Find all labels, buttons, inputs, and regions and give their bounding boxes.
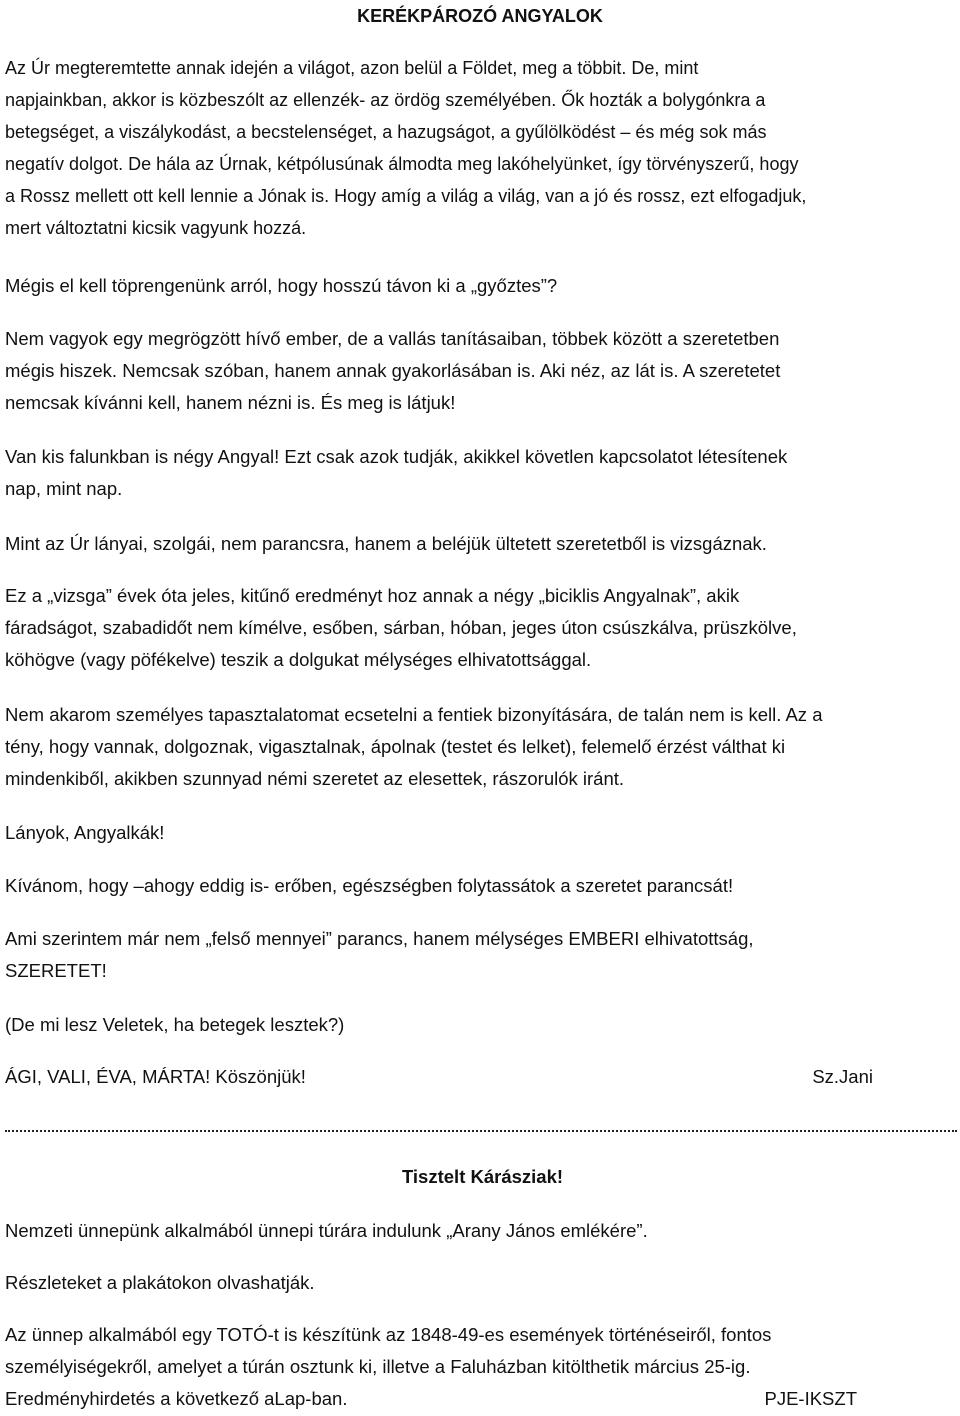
text-line: betegséget, a viszálykodást, a becstelenséget, a hazugságot, a gyűlölködést – és még sok más xyxy=(5,122,767,142)
text-line: Nem akarom személyes tapasztalatomat ecsetelni a fentiek bizonyítására, de talán nem is kell. Az a xyxy=(5,704,823,725)
text-line: személyiségekről, amelyet a túrán osztunk ki, illetve a Faluházban kitölthetik március 25-ig. xyxy=(5,1356,751,1377)
paragraph-angels xyxy=(5,441,953,505)
signature-row xyxy=(5,1061,873,1093)
paragraph-toto xyxy=(5,1319,953,1383)
text-line: fáradságot, szabadidőt nem kímélve, esőben, sárban, hóban, jeges úton csúszkálva, prüszkölve, xyxy=(5,617,797,638)
results-row xyxy=(5,1383,857,1415)
paragraph-tour: Nemzeti ünnepünk alkalmából ünnepi túrára indulunk „Arany János emlékére”. xyxy=(5,1220,648,1241)
paragraph-belief xyxy=(5,323,953,419)
results-text: Eredményhirdetés a következő aLap-ban. xyxy=(5,1388,348,1409)
paragraph-greeting: Lányok, Angyalkák! xyxy=(5,822,165,843)
paragraph-intro xyxy=(5,52,953,244)
thanks-text: ÁGI, VALI, ÉVA, MÁRTA! Köszönjük! xyxy=(5,1066,306,1087)
paragraph-question: Mégis el kell töprengenünk arról, hogy hosszú távon ki a „győztes”? xyxy=(5,275,558,296)
text-line: mégis hiszek. Nemcsak szóban, hanem annak gyakorlásában is. Aki néz, az lát is. A szeretetet xyxy=(5,360,781,381)
text-line: tény, hogy vannak, dolgoznak, vigasztalnak, ápolnak (testet és lelket), felemelő érzést válthat ki xyxy=(5,736,786,757)
text-line: a Rossz mellett ott kell lennie a Jónak is. Hogy amíg a világ a világ, van a jó és rossz, ezt elfogadjuk, xyxy=(5,186,807,206)
text-line: SZERETET! xyxy=(5,960,107,981)
paragraph-posters: Részleteket a plakátokon olvashatják. xyxy=(5,1272,315,1293)
paragraph-experience xyxy=(5,699,953,795)
text-line: napjainkban, akkor is közbeszólt az ellenzék- az ördög személyében. Ők hozták a bolygónkra a xyxy=(5,90,766,110)
text-line: Az ünnep alkalmából egy TOTÓ-t is készítünk az 1848-49-es események történéseiről, fontos xyxy=(5,1324,772,1345)
organizer-signature: PJE-IKSZT xyxy=(764,1388,857,1409)
text-line: Nem vagyok egy megrögzött hívő ember, de a vallás tanításaiban, többek között a szeretetben xyxy=(5,328,780,349)
paragraph-exam xyxy=(5,580,953,676)
paragraph-love xyxy=(5,923,953,987)
text-line: Ami szerintem már nem „felső mennyei” parancs, hanem mélységes EMBERI elhivatottság, xyxy=(5,928,754,949)
text-line: Van kis falunkban is négy Angyal! Ezt csak azok tudják, akikkel követlen kapcsolatot létesítenek xyxy=(5,446,788,467)
text-line: nemcsak kívánni kell, hanem nézni is. És meg is látjuk! xyxy=(5,392,456,413)
text-line: Az Úr megteremtette annak idején a világot, azon belül a Földet, meg a többit. De, mint xyxy=(5,58,699,78)
text-line: köhögve (vagy pöfékelve) teszik a dolgukat mélységes elhivatottsággal. xyxy=(5,649,592,670)
author-signature: Sz.Jani xyxy=(812,1066,873,1087)
notice-title: Tisztelt Kárásziak! xyxy=(401,1166,564,1187)
text-line: nap, mint nap. xyxy=(5,478,123,499)
paragraph-question-sick: (De mi lesz Veletek, ha betegek lesztek?) xyxy=(5,1014,345,1035)
paragraph-servants: Mint az Úr lányai, szolgái, nem parancsra, hanem a beléjük ültetett szeretetből is vizsgáznak. xyxy=(5,533,767,554)
section-divider xyxy=(5,1130,957,1132)
text-line: Ez a „vizsga” évek óta jeles, kitűnő eredményt hoz annak a négy „biciklis Angyalnak”, akik xyxy=(5,585,740,606)
text-line: mindenkiből, akikben szunnyad némi szeretet az elesettek, rászorulók iránt. xyxy=(5,768,625,789)
article-title: KERÉKPÁROZÓ ANGYALOK xyxy=(357,6,603,26)
text-line: mert változtatni kicsik vagyunk hozzá. xyxy=(5,218,307,238)
paragraph-wish: Kívánom, hogy –ahogy eddig is- erőben, egészségben folytassátok a szeretet parancsát! xyxy=(5,875,734,896)
text-line: negatív dolgot. De hála az Úrnak, kétpólusúnak álmodta meg lakóhelyünket, így törvényszerű, hogy xyxy=(5,154,799,174)
